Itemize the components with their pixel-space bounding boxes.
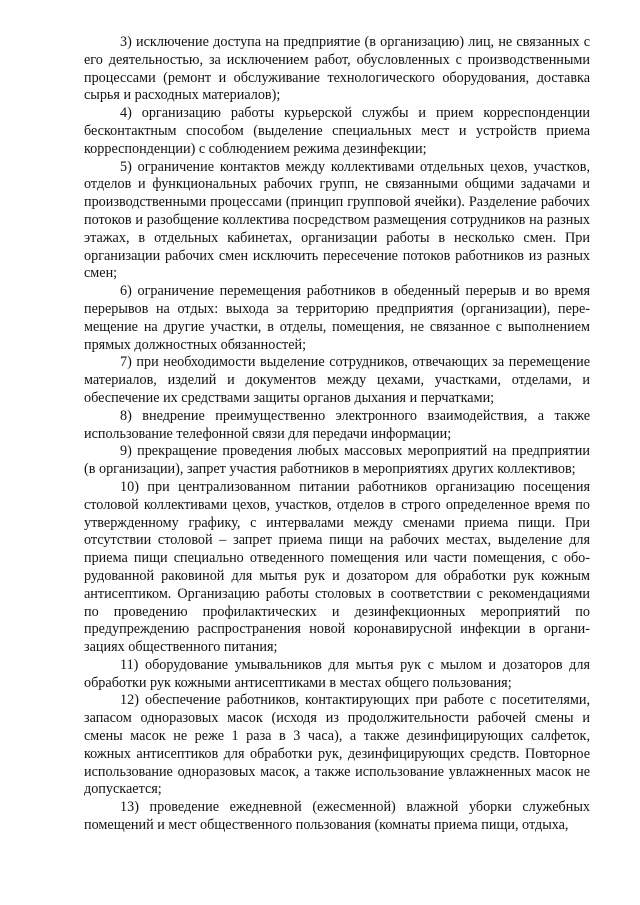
paragraph-item-13: 13) проведение ежедневной (ежесменной) влажной уборки служебных помещений и мест общественного пользования (комнаты приема пищи, отдыха, <box>84 799 590 834</box>
paragraph-item-4: 4) организацию работы курьерской службы и прием корреспонденции бесконтактным способом (выделение специальных мест и устройств приема корреспонденции) с соблюдением режима дезинфекции; <box>84 105 590 157</box>
paragraph-item-11: 11) оборудование умывальников для мытья рук с мылом и дозаторов для обработки рук кожными антисептиками в местах общего пользования; <box>84 656 590 691</box>
paragraph-item-7: 7) при необходимости выделение сотрудников, отвечающих за перемещение материалов, изделий и документов между цехами, участками, отделами, и обеспечение их средствами защиты органов дыхания и перчатками; <box>84 354 590 406</box>
paragraph-item-9: 9) прекращение проведения любых массовых мероприятий на предприятии (в организации), запрет участия работников в мероприятиях других коллективов; <box>84 443 590 478</box>
paragraph-item-3: 3) исключение доступа на предприятие (в организацию) лиц, не связанных с его деятельностью, за исключением работ, обусловленных с производственными процессами (ремонт и обслуживание технологического оборудования, доставка сырья и расходных материалов); <box>84 34 590 104</box>
paragraph-item-10: 10) при централизованном питании работников организацию посещения столовой коллективами цехов, участков, отделов в строго определенное время по утвержденному графику, с интервалами между сменами приема пищи. При отсутствии столовой – запрет приема пищи на рабочих местах, выделение для приема пищи специально отведенного помещения или части помещения, с оборудованной раковиной для мытья рук и дозатором для обработки рук кожным антисептиком. Организацию работы столовых в соответствии с рекомендациями по проведению профилактических и дезинфекционных мероприятий по предупреждению распространения новой коронавирусной инфекции в организациях общественного питания; <box>84 478 590 656</box>
paragraph-item-6: 6) ограничение перемещения работников в обеденный перерыв и во время перерывов на отдых: выхода за территорию предприятия (организации), перемещение на другие участки, в отделы, помещения, не связанное с выполнением прямых должностных обязанностей; <box>84 283 590 353</box>
paragraph-item-5: 5) ограничение контактов между коллективами отдельных цехов, участков, отделов и функциональных рабочих групп, не связанными общими задачами и производственными процессами (принцип групповой ячейки). Разделение рабочих потоков и разобщение коллектива посредством размещения сотрудников на разных этажах, в отдельных кабинетах, организации работы в несколько смен. При организации рабочих смен исключить пересечение потоков работников из разных смен; <box>84 158 590 282</box>
paragraph-item-12: 12) обеспечение работников, контактирующих при работе с посетителями, запасом одноразовых масок (исходя из продолжительности рабочей смены и смены масок не реже 1 раза в 3 часа), а также дезинфицирующих салфеток, кожных антисептиков для обработки рук, дезинфицирующих средств. Повторное использование одноразовых масок, а также использование увлажненных масок не допускается; <box>84 692 590 798</box>
paragraph-item-8: 8) внедрение преимущественно электронного взаимодействия, а также использование телефонной связи для передачи информации; <box>84 407 590 442</box>
